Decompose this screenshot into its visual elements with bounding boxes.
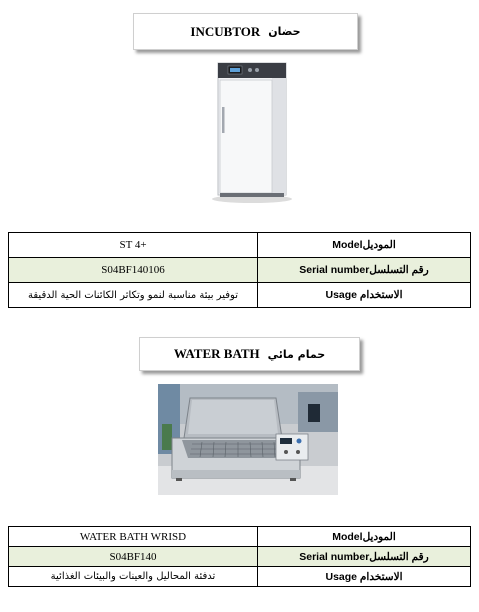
table-row: [9, 567, 471, 587]
usage-label: Usage الاستخدام: [258, 567, 471, 587]
water-bath-title-ar: حمام مائي: [267, 347, 326, 361]
water-bath-title-en: WATER BATH: [173, 346, 260, 361]
incubator-title-ar: حضان: [268, 25, 301, 38]
model-label: Modelالموديل: [258, 527, 471, 547]
water-bath-spec-table: [8, 526, 471, 587]
usage-value: تدفئة المحاليل والعينات والبيئات الغذائية: [9, 567, 258, 587]
model-value: WATER BATH WRISD: [9, 527, 258, 547]
serial-number-label: Serial numberرقم التسلسل: [258, 258, 471, 283]
serial-number-label: Serial numberرقم التسلسل: [258, 547, 471, 567]
usage-label: Usage الاستخدام: [258, 283, 471, 308]
incubator-title-box: [133, 13, 358, 50]
incubator-spec-table: [8, 232, 471, 308]
serial-number-value: S04BF140: [9, 547, 258, 567]
model-label: Modelالموديل: [258, 233, 471, 258]
incubator-photo: [206, 57, 298, 205]
table-row: [9, 283, 471, 308]
model-value: ST 4+: [9, 233, 258, 258]
table-row: [9, 547, 471, 567]
usage-value: توفير بيئة مناسبة لنمو وتكاثر الكائنات الحية الدقيقة: [9, 283, 258, 308]
table-row: [9, 258, 471, 283]
serial-number-value: S04BF140106: [9, 258, 258, 283]
water-bath-photo: [158, 384, 338, 495]
table-row: [9, 233, 471, 258]
water-bath-title-box: [139, 337, 360, 371]
table-row: [9, 527, 471, 547]
incubator-title-en: INCUBTOR: [190, 23, 261, 39]
